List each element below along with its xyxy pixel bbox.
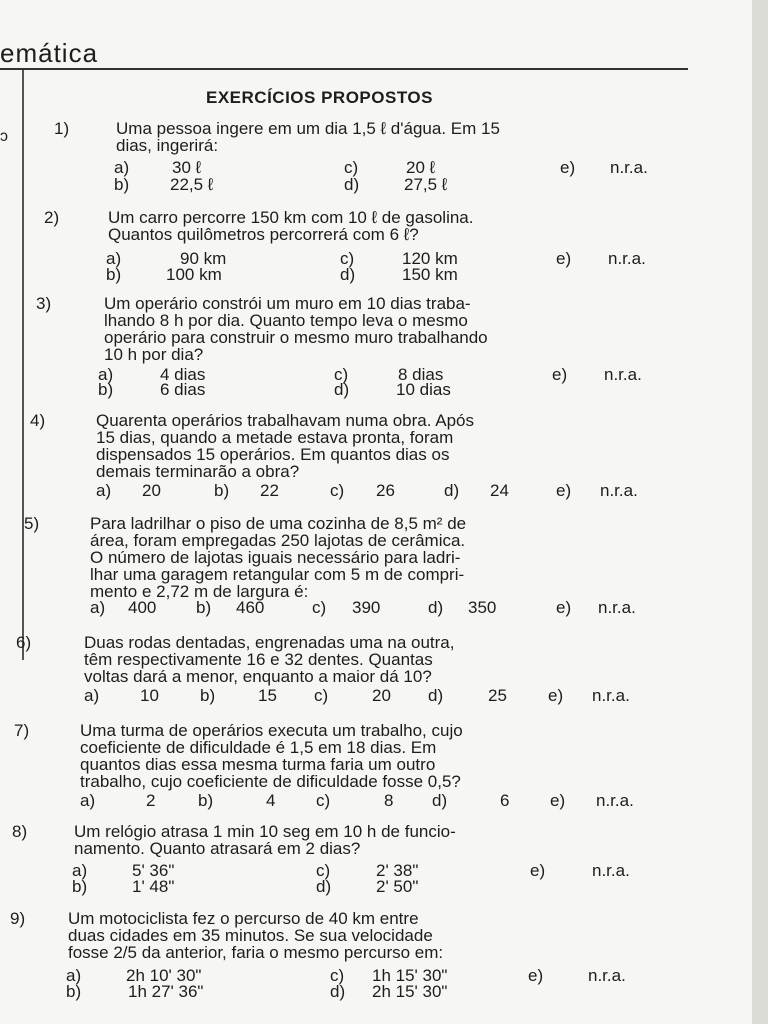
margin-mark: ɔ [0,128,8,145]
stem-line: Um motociclista fez o percurso de 40 km entre [68,909,419,928]
option-e-value: n.r.a. [604,365,642,384]
option-c-label: c) [344,158,359,177]
option-c-label: c) [312,598,327,617]
option-c-value: 120 km [402,249,458,268]
option-d-label: d) [334,380,350,399]
option-b-label: b) [214,481,230,500]
option-c-value: 390 [352,598,381,617]
section-title: EXERCÍCIOS PROPOSTOS [206,88,433,107]
question-number: 4) [30,411,46,430]
option-e-label: e) [528,966,544,985]
stem-line: têm respectivamente 16 e 32 dentes. Quantas [84,650,433,669]
question-number: 3) [36,294,52,313]
stem-line: coeficiente de dificuldade é 1,5 em 18 dias. Em [80,738,437,757]
question-number: 9) [10,909,26,928]
option-d-value: 150 km [402,265,458,284]
option-e-label: e) [556,249,572,268]
stem-line: dias, ingerirá: [116,136,219,155]
stem-line: mento e 2,72 m de largura é: [90,582,309,601]
option-b-label: b) [114,175,130,194]
stem-line: Quarenta operários trabalhavam numa obra. Após [96,411,475,430]
stem-line: Para ladrilhar o piso de uma cozinha de 8,5 m² de [90,514,467,533]
option-d-label: d) [316,877,332,896]
option-a-label: a) [84,686,100,705]
stem-line: duas cidades em 35 minutos. Se sua velocidade [68,926,433,945]
option-e-value: n.r.a. [596,791,634,810]
option-c-label: c) [316,791,331,810]
page-edge [752,0,768,1024]
option-b-label: b) [66,982,82,1001]
stem-line: área, foram empregadas 250 lajotas de cerâmica. [90,531,466,550]
option-e-label: e) [550,791,566,810]
option-d-value: 350 [468,598,497,617]
option-d-label: d) [340,265,356,284]
option-d-label: d) [344,175,360,194]
option-c-value: 8 dias [398,365,444,384]
option-a-value: 20 [142,481,161,500]
option-b-value: 22 [260,481,279,500]
option-a-label: a) [90,598,106,617]
stem-line: Um carro percorre 150 km com 10 ℓ de gasolina. [108,208,474,227]
stem-line: 15 dias, quando a metade estava pronta, foram [96,428,454,447]
option-e-value: n.r.a. [592,861,630,880]
option-e-label: e) [530,861,546,880]
subject-heading: emática [0,38,99,68]
option-a-value: 5' 36" [132,861,175,880]
option-a-label: a) [72,861,88,880]
option-d-label: d) [428,686,444,705]
option-c-value: 8 [384,791,394,810]
option-b-value: 1' 48" [132,877,175,896]
option-b-value: 6 dias [160,380,206,399]
option-e-value: n.r.a. [592,686,630,705]
option-e-value: n.r.a. [588,966,626,985]
option-d-label: d) [444,481,460,500]
option-a-value: 2h 10' 30" [126,966,202,985]
option-d-value: 2h 15' 30" [372,982,448,1001]
question-stem [108,209,473,243]
option-d-value: 6 [500,791,510,810]
option-c-label: c) [330,966,345,985]
question-stem [68,910,443,961]
option-a-label: a) [96,481,112,500]
question-stem [80,722,463,790]
option-e-label: e) [552,365,568,384]
option-b-value: 460 [236,598,265,617]
option-b-label: b) [106,265,122,284]
question-stem [90,515,466,600]
option-c-label: c) [330,481,345,500]
stem-line: voltas dará a menor, enquanto a maior dá 10? [84,667,432,686]
option-c-value: 2' 38" [376,861,419,880]
stem-line: Um relógio atrasa 1 min 10 seg em 10 h de funcio- [74,822,456,841]
option-a-label: a) [98,365,114,384]
option-d-label: d) [428,598,444,617]
option-b-value: 100 km [166,265,222,284]
question-number: 2) [44,208,60,227]
stem-line: O número de lajotas iguais necessário para ladri- [90,548,461,567]
option-d-value: 10 dias [396,380,451,399]
option-a-label: a) [80,791,96,810]
stem-line: Duas rodas dentadas, engrenadas uma na outra, [84,633,455,652]
option-c-label: c) [316,861,331,880]
option-a-label: a) [114,158,130,177]
option-e-label: e) [560,158,576,177]
stem-line: dispensados 15 operários. Em quantos dias os [96,445,450,464]
margin-rule [22,70,24,660]
stem-line: lhar uma garagem retangular com 5 m de compri- [90,565,465,584]
option-a-value: 2 [146,791,156,810]
option-b-value: 22,5 ℓ [170,175,214,194]
question-stem [116,120,500,154]
option-e-value: n.r.a. [610,158,648,177]
stem-line: namento. Quanto atrasará em 2 dias? [74,839,361,858]
option-e-label: e) [556,598,572,617]
option-b-value: 15 [258,686,277,705]
question-number: 7) [14,721,30,740]
header-rule [0,68,688,70]
option-d-value: 27,5 ℓ [404,175,448,194]
stem-line: demais terminarão a obra? [96,462,300,481]
option-d-value: 24 [490,481,509,500]
question-number: 6) [16,633,32,652]
stem-line: operário para construir o mesmo muro trabalhando [104,328,488,347]
stem-line: Uma turma de operários executa um trabalho, cujo [80,721,463,740]
option-a-value: 30 ℓ [172,158,202,177]
option-c-label: c) [314,686,329,705]
question-stem [84,634,454,685]
option-c-value: 20 [372,686,391,705]
option-c-label: c) [334,365,349,384]
question-stem [74,823,456,857]
option-b-label: b) [196,598,212,617]
option-b-value: 1h 27' 36" [128,982,204,1001]
option-a-value: 400 [128,598,157,617]
option-b-label: b) [200,686,216,705]
stem-line: lhando 8 h por dia. Quanto tempo leva o mesmo [104,311,468,330]
option-b-value: 4 [266,791,276,810]
option-e-label: e) [548,686,564,705]
option-c-value: 26 [376,481,395,500]
stem-line: Um operário constrói um muro em 10 dias traba- [104,294,471,313]
option-e-value: n.r.a. [600,481,638,500]
option-d-label: d) [330,982,346,1001]
option-a-label: a) [66,966,82,985]
option-a-label: a) [106,249,122,268]
option-d-value: 2' 50" [376,877,419,896]
option-a-value: 90 km [180,249,227,268]
option-e-value: n.r.a. [608,249,646,268]
option-d-label: d) [432,791,448,810]
question-number: 8) [12,822,28,841]
option-c-value: 20 ℓ [406,158,436,177]
stem-line: fosse 2/5 da anterior, faria o mesmo percurso em: [68,943,444,962]
question-number: 1) [54,119,70,138]
stem-line: 10 h por dia? [104,345,204,364]
stem-line: trabalho, cujo coeficiente de dificuldade fosse 0,5? [80,772,461,791]
stem-line: quantos dias essa mesma turma faria um outro [80,755,436,774]
option-c-value: 1h 15' 30" [372,966,448,985]
option-e-value: n.r.a. [598,598,636,617]
option-b-label: b) [72,877,88,896]
option-a-value: 10 [140,686,159,705]
option-a-value: 4 dias [160,365,206,384]
stem-line: Quantos quilômetros percorrerá com 6 ℓ? [108,225,419,244]
option-b-label: b) [198,791,214,810]
option-c-label: c) [340,249,355,268]
question-stem [96,412,474,480]
option-e-label: e) [556,481,572,500]
option-b-label: b) [98,380,114,399]
stem-line: Uma pessoa ingere em um dia 1,5 ℓ d'água. Em 15 [116,119,500,138]
question-stem [104,295,488,363]
question-number: 5) [24,514,40,533]
option-d-value: 25 [488,686,507,705]
